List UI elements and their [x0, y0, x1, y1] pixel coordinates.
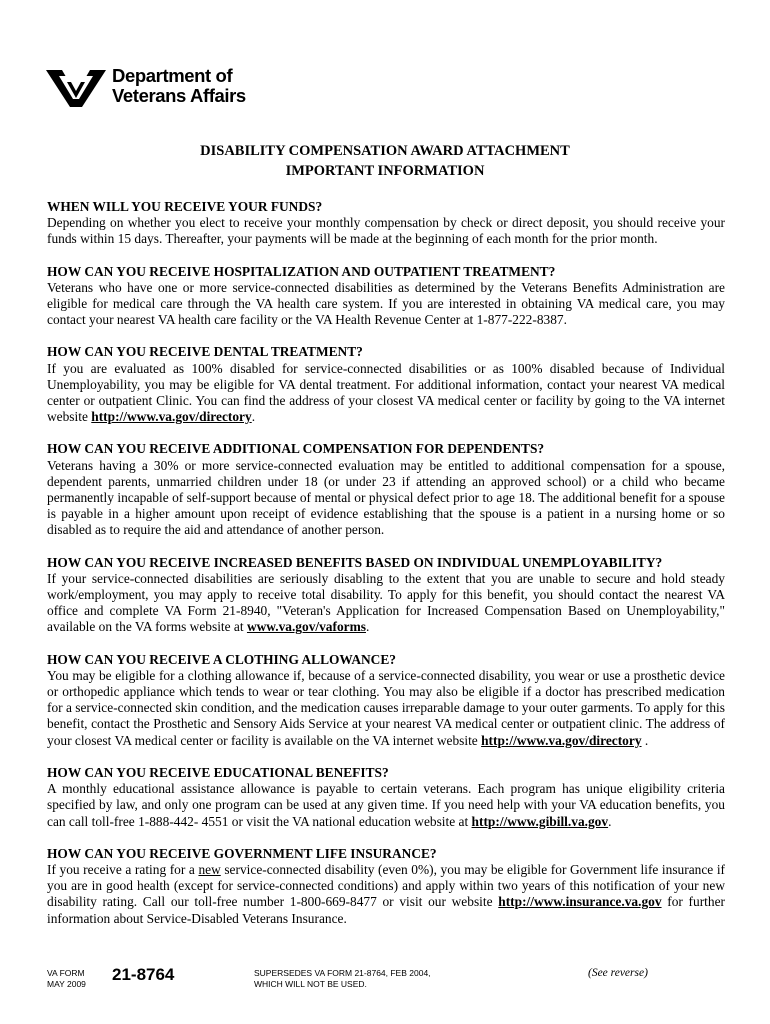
section-text: If you are evaluated as 100% disabled for service-connected disabilities or as 100% disabled because of Individual Unemployability, you may be eligible for VA dental treatment. For additional information, contact your nearest VA medical center or outpatient Clinic. You can find the address of your closest VA medical center or facility by going to the VA internet website	[47, 360, 725, 425]
supersedes-line-1: SUPERSEDES VA FORM 21-8764, FEB 2004,	[254, 968, 431, 978]
insurance-link[interactable]: http://www.insurance.va.gov	[498, 894, 662, 910]
section-dependents	[47, 441, 725, 538]
form-footer	[0, 965, 770, 1008]
section-dental	[47, 344, 725, 425]
section-text: A monthly educational assistance allowance is payable to certain veterans. Each program has unique eligibility criteria specified by law, and only one program can be used at any given time. If you need help with your VA education benefits, you can call toll-free 1-888-442- 4551 or visit the VA national education website at	[47, 781, 725, 829]
section-text: service-connected disability (even 0%), you may be eligible for Government life insurance if you are in good health (except for service-connected conditions) and apply within two years of this notification of your new disability rating. Call our toll-free number 1-800-669-8477 or visit our website	[47, 861, 725, 910]
punctuation: .	[641, 732, 649, 748]
va-seal-icon	[45, 68, 107, 108]
punctuation: .	[365, 619, 370, 635]
section-heading: HOW CAN YOU RECEIVE A CLOTHING ALLOWANCE?	[47, 651, 396, 667]
title-line-2: IMPORTANT INFORMATION	[285, 163, 485, 179]
logo-line-1: Department of	[112, 65, 233, 86]
title-line-1: DISABILITY COMPENSATION AWARD ATTACHMENT	[200, 143, 570, 159]
section-clothing	[47, 652, 725, 749]
page-title	[0, 141, 770, 181]
new-word: new	[198, 861, 221, 877]
section-text: for further information about Service-Disabled Veterans Insurance.	[47, 894, 725, 926]
form-date: MAY 2009	[47, 979, 86, 989]
section-heading: HOW CAN YOU RECEIVE EDUCATIONAL BENEFITS?	[47, 764, 389, 780]
section-insurance	[47, 846, 725, 927]
punctuation: .	[251, 409, 256, 425]
section-paragraph	[47, 781, 725, 830]
section-heading: WHEN WILL YOU RECEIVE YOUR FUNDS?	[47, 199, 323, 214]
section-heading: HOW CAN YOU RECEIVE INCREASED BENEFITS BASED ON INDIVIDUAL UNEMPLOYABILITY?	[47, 554, 663, 570]
section-text: Depending on whether you elect to receive your monthly compensation by check or direct deposit, you should receive your funds within 15 days. Thereafter, your payments will be made at the beginning of each month for the prior month.	[47, 215, 725, 247]
directory-link[interactable]: http://www.va.gov/directory	[481, 732, 642, 748]
section-paragraph	[47, 862, 725, 927]
va-logo	[45, 66, 275, 112]
section-text: If your service-connected disabilities are seriously disabling to the extent that you are unable to secure and hold steady work/employment, you may apply to receive total disability. To apply for this benefit, you should contact the nearest VA office and complete VA Form 21-8940, "Veteran's Application for Increased Compensation Based on Unemployability," available on the VA forms website at	[47, 570, 725, 635]
form-number: 21-8764	[112, 965, 175, 984]
logo-text	[112, 66, 246, 106]
section-text: Veterans who have one or more service-connected disabilities as determined by the Veterans Benefits Administration are eligible for medical care through the VA health care system. If you are interested in obtaining VA medical care, you may contact your nearest VA health care facility or the VA Health Revenue Center at 1-877-222-8387.	[47, 279, 725, 328]
section-funds	[47, 199, 725, 248]
section-paragraph	[47, 571, 725, 636]
form-label-text: VA FORM	[47, 968, 85, 978]
directory-link[interactable]: http://www.va.gov/directory	[91, 409, 252, 425]
vaforms-link[interactable]: www.va.gov/vaforms	[246, 619, 366, 635]
gibill-link[interactable]: http://www.gibill.va.gov	[471, 813, 609, 829]
supersedes-line-2: WHICH WILL NOT BE USED.	[254, 979, 367, 989]
document-body	[47, 199, 725, 943]
section-text: You may be eligible for a clothing allowance if, because of a service-connected disability, you wear or use a prosthetic device or orthopedic appliance which tends to wear or tear clothing. You may also be eligible if a doctor has prescribed medication for a service-connected skin condition, and the medication causes irreparable damage to your outer garments. To apply for this benefit, contact the Prosthetic and Sensory Aids Service at your nearest VA medical center or outpatient clinic. The address of your closest VA medical center or facility is available on the VA internet website	[47, 667, 725, 748]
section-paragraph	[47, 361, 725, 426]
section-paragraph	[47, 668, 725, 749]
see-reverse-note: (See reverse)	[588, 967, 648, 979]
form-label	[47, 968, 86, 990]
section-text: If you receive a rating for a	[47, 861, 199, 877]
supersedes-note	[254, 968, 431, 990]
section-heading: HOW CAN YOU RECEIVE GOVERNMENT LIFE INSURANCE?	[47, 845, 437, 861]
section-text: Veterans having a 30% or more service-connected evaluation may be entitled to additional compensation for a spouse, dependent parents, unmarried children under 18 (or under 23 if attending an approved school) or a child who became permanently incapable of self-support because of mental or physical defect prior to age 18. The additional benefit for a spouse is payable in a higher amount upon receipt of evidence establishing that the spouse is a patient in a nursing home or so disabled as to require the aid and attendance of another person.	[47, 457, 725, 538]
section-heading: HOW CAN YOU RECEIVE DENTAL TREATMENT?	[47, 344, 363, 360]
logo-line-2: Veterans Affairs	[112, 85, 246, 106]
section-hospitalization	[47, 264, 725, 329]
punctuation: .	[608, 813, 612, 829]
section-education	[47, 765, 725, 830]
section-heading: HOW CAN YOU RECEIVE HOSPITALIZATION AND OUTPATIENT TREATMENT?	[47, 263, 556, 279]
section-unemployability	[47, 555, 725, 636]
section-heading: HOW CAN YOU RECEIVE ADDITIONAL COMPENSATION FOR DEPENDENTS?	[47, 441, 545, 457]
